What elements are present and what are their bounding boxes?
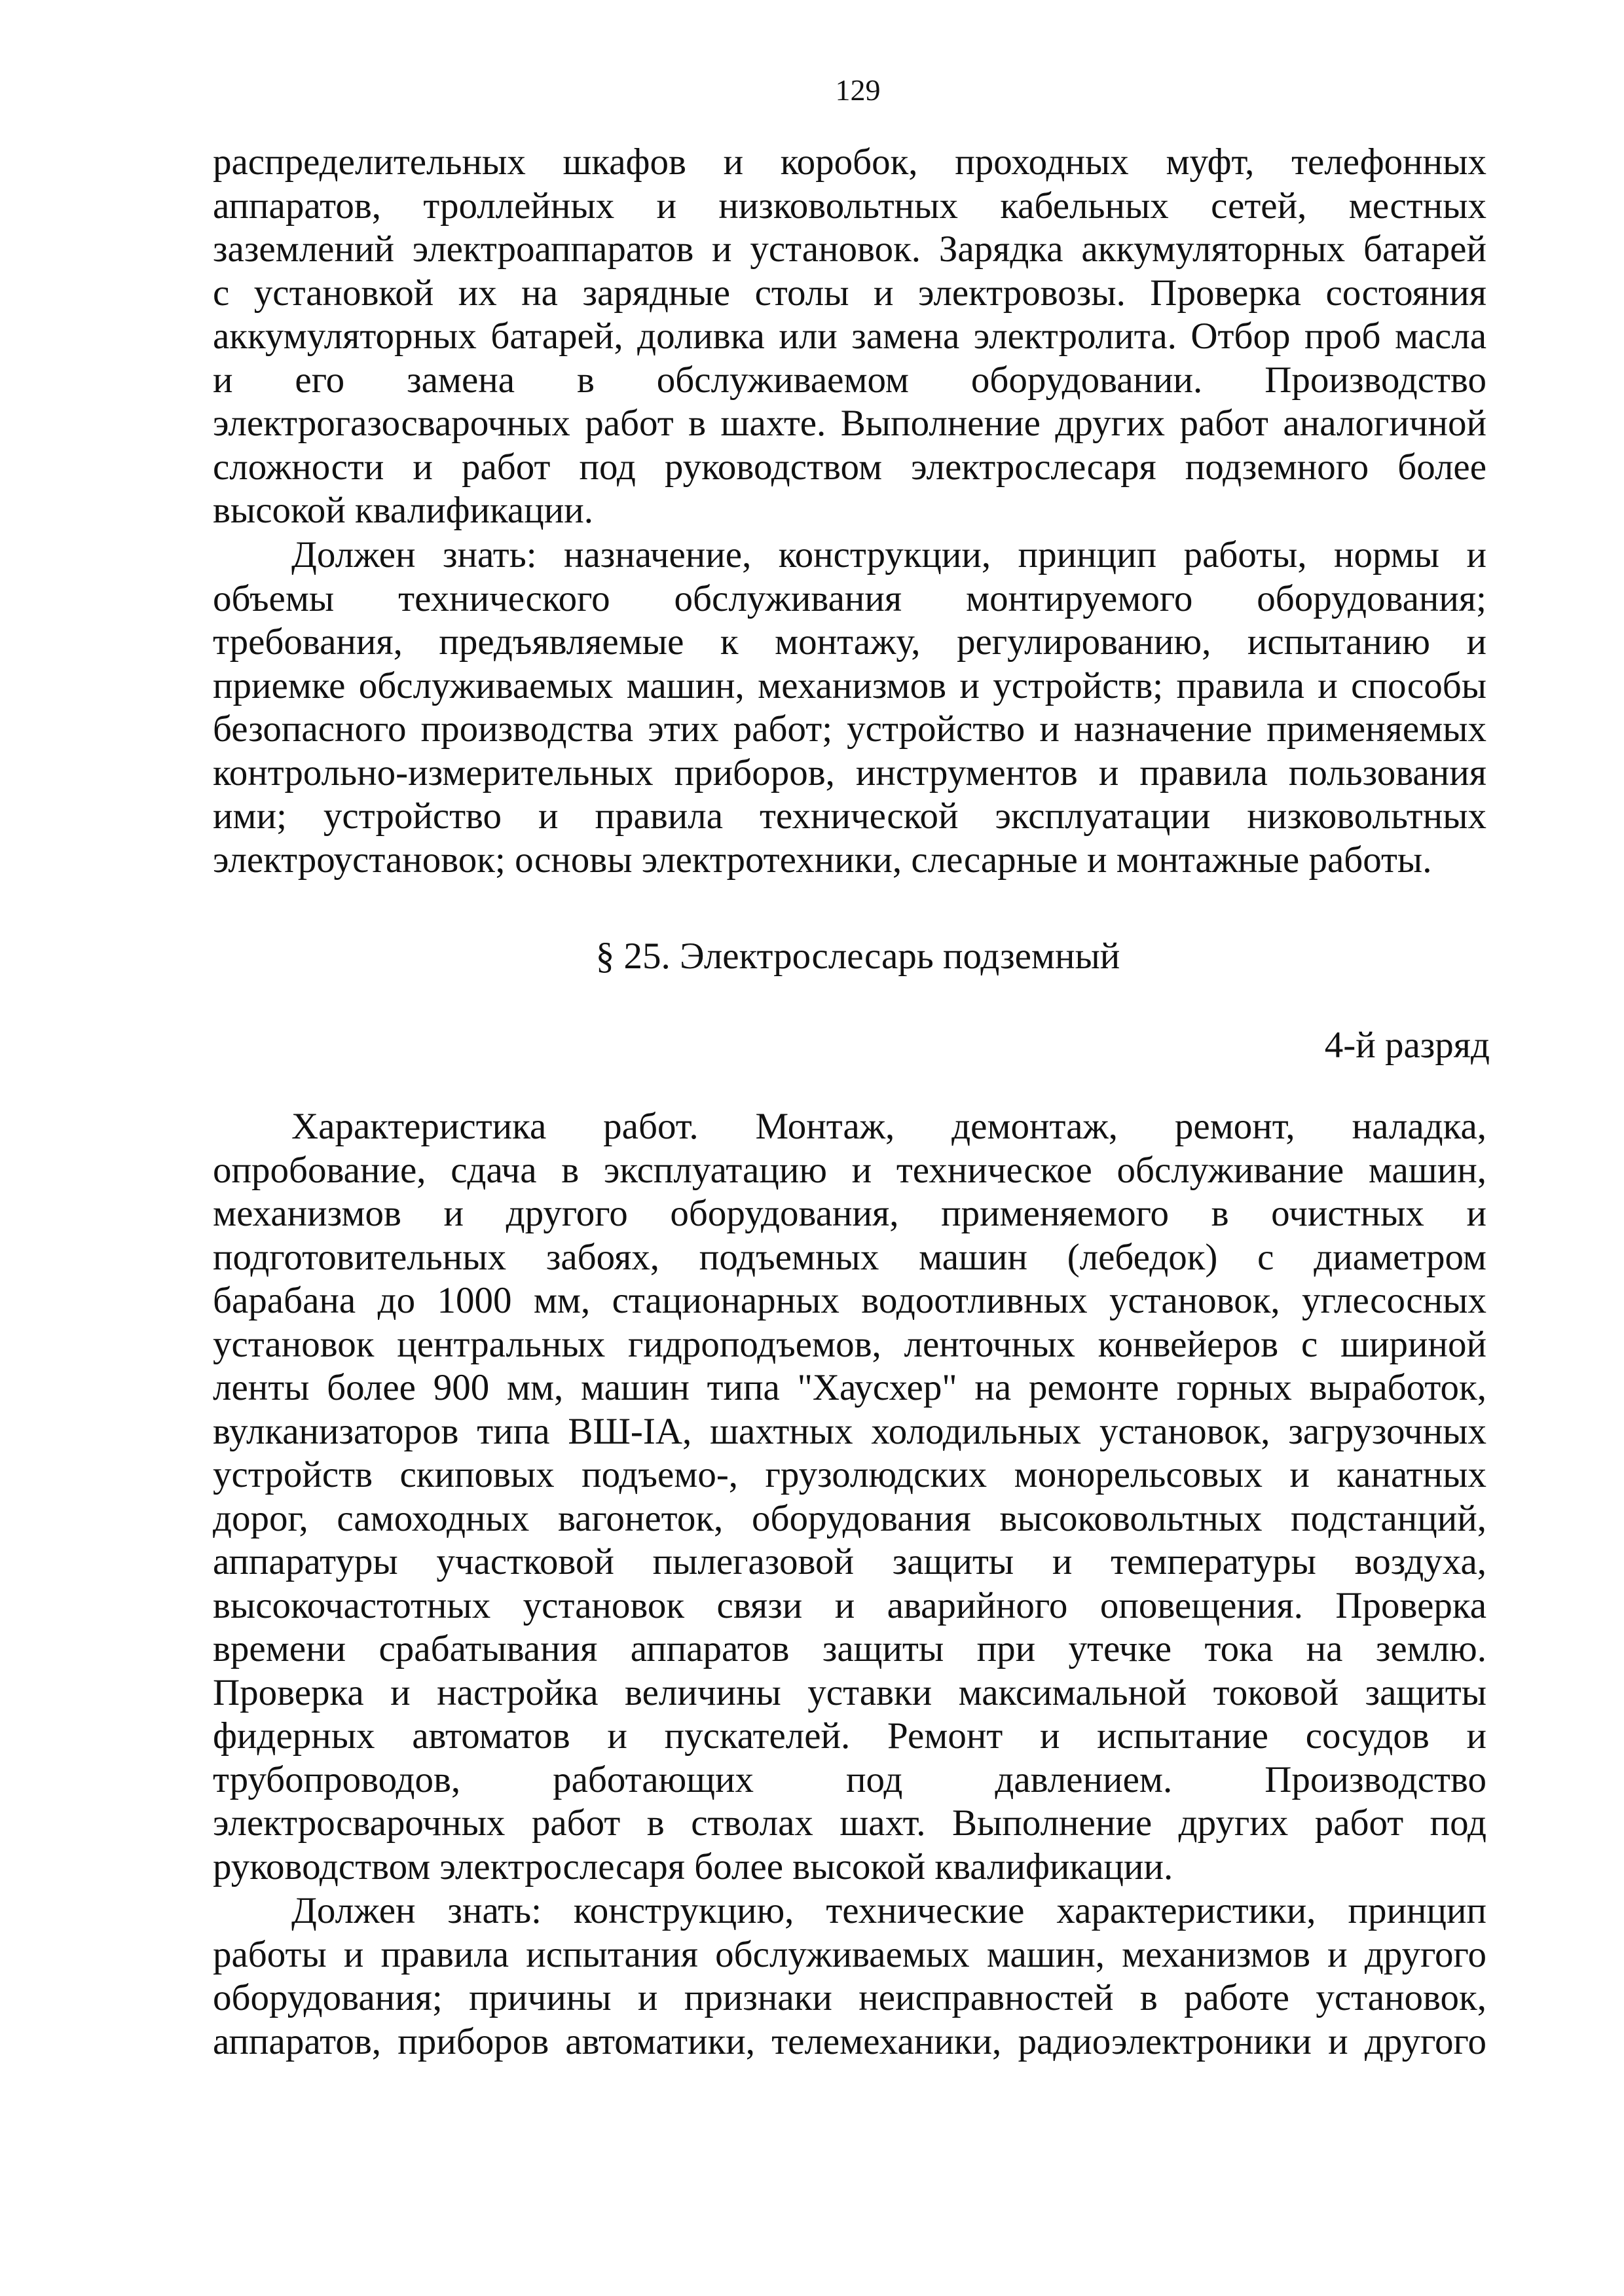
paragraph-line: подготовительных забоях, подъемных машин (лебедок) с диаметром: [213, 1236, 1486, 1278]
paragraph-line: ленты более 900 мм, машин типа "Хаусхер" на ремонте горных выработок,: [213, 1367, 1486, 1408]
paragraph-line: ими; устройство и правила технической эксплуатации низковольтных: [213, 795, 1486, 837]
paragraph-line: с установкой их на зарядные столы и электровозы. Проверка состояния: [213, 272, 1486, 314]
paragraph-line: электросварочных работ в стволах шахт. Выполнение других работ под: [213, 1802, 1486, 1844]
paragraph-line: распределительных шкафов и коробок, проходных муфт, телефонных: [213, 141, 1486, 183]
paragraph-line: Проверка и настройка величины уставки максимальной токовой защиты: [213, 1671, 1486, 1713]
paragraph-line: фидерных автоматов и пускателей. Ремонт и испытание сосудов и: [213, 1715, 1486, 1757]
section-heading: § 25. Электрослесарь подземный: [595, 936, 1120, 977]
paragraph-line: контрольно-измерительных приборов, инструментов и правила пользования: [213, 752, 1486, 793]
paragraph-line: дорог, самоходных вагонеток, оборудования высоковольтных подстанций,: [213, 1497, 1486, 1539]
paragraph-line: требования, предъявляемые к монтажу, регулированию, испытанию и: [213, 621, 1486, 663]
paragraph-line: аппаратов, приборов автоматики, телемеханики, радиоэлектроники и другого: [213, 2020, 1486, 2062]
paragraph-line: Характеристика работ. Монтаж, демонтаж, ремонт, наладка,: [291, 1106, 1486, 1147]
paragraph-line: трубопроводов, работающих под давлением. Производство: [213, 1758, 1486, 1800]
paragraph-line: Должен знать: конструкцию, технические характеристики, принцип: [291, 1890, 1486, 1931]
page-number: 129: [835, 73, 881, 107]
paragraph-line: работы и правила испытания обслуживаемых машин, механизмов и другого: [213, 1933, 1486, 1975]
paragraph-line: механизмов и другого оборудования, применяемого в очистных и: [213, 1193, 1486, 1234]
paragraph-3: [213, 1105, 1486, 1889]
paragraph-line: аппаратов, троллейных и низковольтных кабельных сетей, местных: [213, 185, 1486, 227]
paragraph-line: объемы технического обслуживания монтируемого оборудования;: [213, 577, 1486, 619]
paragraph-line: аппаратуры участковой пылегазовой защиты и температуры воздуха,: [213, 1541, 1486, 1582]
paragraph-2: [213, 534, 1486, 882]
paragraph-line: высокочастотных установок связи и аварийного оповещения. Проверка: [213, 1584, 1486, 1626]
paragraph-line: и его замена в обслуживаемом оборудовании. Производство: [213, 359, 1486, 401]
paragraph-line: аккумуляторных батарей, доливка или замена электролита. Отбор проб масла: [213, 316, 1486, 357]
paragraph-line: опробование, сдача в эксплуатацию и техническое обслуживание машин,: [213, 1149, 1486, 1191]
paragraph-line: времени срабатывания аппаратов защиты при утечке тока на землю.: [213, 1628, 1486, 1669]
paragraph-line: сложности и работ под руководством электрослесаря подземного более: [213, 446, 1486, 488]
paragraph-line: устройств скиповых подъемо-, грузолюдских монорельсовых и канатных: [213, 1454, 1486, 1495]
paragraph-line: руководством электрослесаря более высокой квалификации.: [213, 1846, 1173, 1887]
paragraph-line: Должен знать: назначение, конструкции, принцип работы, нормы и: [291, 534, 1486, 575]
paragraph-line: электроустановок; основы электротехники, слесарные и монтажные работы.: [213, 839, 1432, 881]
paragraph-line: заземлений электроаппаратов и установок. Зарядка аккумуляторных батарей: [213, 228, 1486, 270]
paragraph-line: безопасного производства этих работ; устройство и назначение применяемых: [213, 708, 1486, 750]
paragraph-1: [213, 141, 1486, 533]
grade-label: 4-й разряд: [1324, 1025, 1490, 1066]
paragraph-line: установок центральных гидроподъемов, ленточных конвейеров с шириной: [213, 1323, 1486, 1365]
paragraph-line: высокой квалификации.: [213, 490, 593, 531]
paragraph-line: вулканизаторов типа ВШ-IA, шахтных холодильных установок, загрузочных: [213, 1410, 1486, 1452]
paragraph-line: барабана до 1000 мм, стационарных водоотливных установок, углесосных: [213, 1280, 1486, 1321]
paragraph-line: приемке обслуживаемых машин, механизмов и устройств; правила и способы: [213, 665, 1486, 706]
paragraph-line: оборудования; причины и признаки неисправностей в работе установок,: [213, 1977, 1486, 2018]
paragraph-line: электрогазосварочных работ в шахте. Выполнение других работ аналогичной: [213, 403, 1486, 444]
paragraph-4: [213, 1889, 1486, 2064]
